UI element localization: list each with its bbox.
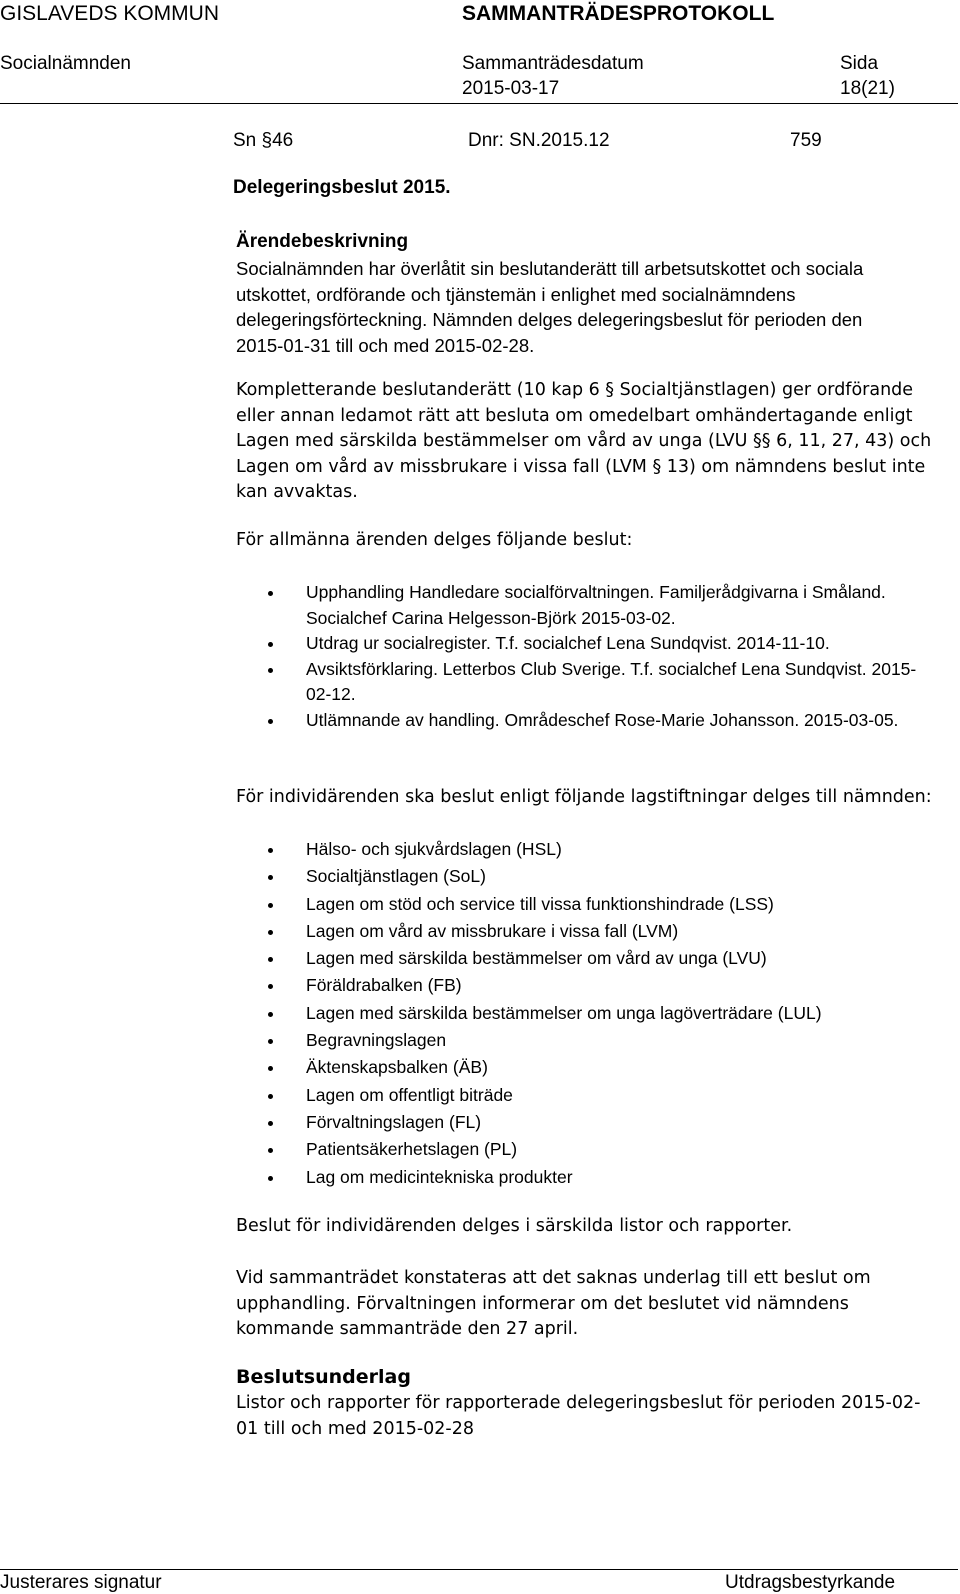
case-dnr: Dnr: SN.2015.12 <box>468 130 610 151</box>
meeting-date: 2015-03-17 <box>462 78 560 99</box>
list-item: Föräldrabalken (FB) <box>236 972 936 999</box>
supplementary-line: Lagen om vård av missbrukare i vissa fall (LVM § 13) om nämndens beslut inte <box>236 456 926 477</box>
meeting-note-line: upphandling. Förvaltningen informerar om det beslutet vid nämndens <box>236 1293 849 1314</box>
list-item: Utlämnande av handling. Områdeschef Rose-Marie Johansson. 2015-03-05. <box>236 708 936 734</box>
description-line: Socialnämnden har överlåtit sin beslutanderätt till arbetsutskottet och sociala <box>236 258 864 279</box>
supplementary-line: kan avvaktas. <box>236 482 358 502</box>
meeting-note-line: Vid sammanträdet konstateras att det saknas underlag till ett beslut om <box>236 1268 871 1288</box>
meeting-note <box>236 1266 936 1343</box>
list-item: Socialtjänstlagen (SoL) <box>236 863 936 890</box>
case-code: 759 <box>790 130 822 151</box>
description-heading: Ärendebeskrivning <box>236 231 409 252</box>
list-item: Begravningslagen <box>236 1027 936 1054</box>
general-decisions-list <box>236 580 936 733</box>
committee-name: Socialnämnden <box>0 53 131 74</box>
basis-line: Listor och rapporter för rapporterade delegeringsbeslut för perioden 2015-02- <box>236 1393 921 1413</box>
meeting-date-label: Sammanträdesdatum <box>462 53 644 74</box>
list-item: Upphandling Handledare socialförvaltningen. Familjerådgivarna i Småland. Socialchef Carina Helgesson-Björk 2015-03-02. <box>236 580 936 631</box>
meeting-note-line: kommande sammanträde den 27 april. <box>236 1319 579 1339</box>
supplementary-line: Lagen med särskilda bestämmelser om vård av unga (LVU §§ 6, 11, 27, 43) och <box>236 431 932 451</box>
organization-name: GISLAVEDS KOMMUN <box>0 2 219 25</box>
individual-intro: För individärenden ska beslut enligt följande lagstiftningar delges till nämnden: <box>236 787 932 807</box>
list-item: Avsiktsförklaring. Letterbos Club Sverige. T.f. socialchef Lena Sundqvist. 2015-02-12. <box>236 657 936 708</box>
list-item: Patientsäkerhetslagen (PL) <box>236 1136 936 1163</box>
list-item: Lagen om stöd och service till vissa funktionshindrade (LSS) <box>236 891 936 918</box>
document-type: SAMMANTRÄDESPROTOKOLL <box>462 2 775 25</box>
extract-certification-label: Utdragsbestyrkande <box>725 1572 896 1593</box>
footer-divider <box>0 1569 958 1570</box>
list-item: Lag om medicintekniska produkter <box>236 1164 936 1191</box>
supplementary-line: Kompletterande beslutanderätt (10 kap 6 § Socialtjänstlagen) ger ordförande <box>236 380 914 400</box>
header-divider <box>0 103 958 104</box>
list-item: Hälso- och sjukvårdslagen (HSL) <box>236 836 936 863</box>
basis-heading: Beslutsunderlag <box>236 1366 411 1388</box>
list-item: Lagen om offentligt biträde <box>236 1082 936 1109</box>
supplementary-text <box>236 378 936 506</box>
description-line: 2015-01-31 till och med 2015-02-28. <box>236 334 535 356</box>
list-item: Lagen med särskilda bestämmelser om vård av unga (LVU) <box>236 945 936 972</box>
basis-line: 01 till och med 2015-02-28 <box>236 1418 475 1439</box>
basis-text <box>236 1391 936 1442</box>
laws-list <box>236 836 936 1191</box>
page-number: 18(21) <box>840 78 895 99</box>
supplementary-line: eller annan ledamot rätt att besluta om omedelbart omhändertagande enligt <box>236 405 913 426</box>
page-label: Sida <box>840 53 879 74</box>
individual-note: Beslut för individärenden delges i särskilda listor och rapporter. <box>236 1216 793 1236</box>
description-line: delegeringsförteckning. Nämnden delges delegeringsbeslut för perioden den <box>236 309 863 330</box>
case-title: Delegeringsbeslut 2015. <box>233 177 451 198</box>
list-item: Förvaltningslagen (FL) <box>236 1109 936 1136</box>
description-line: utskottet, ordförande och tjänstemän i enlighet med socialnämndens <box>236 283 796 305</box>
signature-label: Justerares signatur <box>0 1572 162 1593</box>
paragraph-number: Sn §46 <box>233 130 294 151</box>
list-item: Äktenskapsbalken (ÄB) <box>236 1054 936 1081</box>
description-text <box>236 256 936 358</box>
list-item: Utdrag ur socialregister. T.f. socialchef Lena Sundqvist. 2014-11-10. <box>236 631 936 657</box>
list-item: Lagen med särskilda bestämmelser om unga lagöverträdare (LUL) <box>236 1000 936 1027</box>
list-item: Lagen om vård av missbrukare i vissa fall (LVM) <box>236 918 936 945</box>
general-intro: För allmänna ärenden delges följande beslut: <box>236 530 633 550</box>
